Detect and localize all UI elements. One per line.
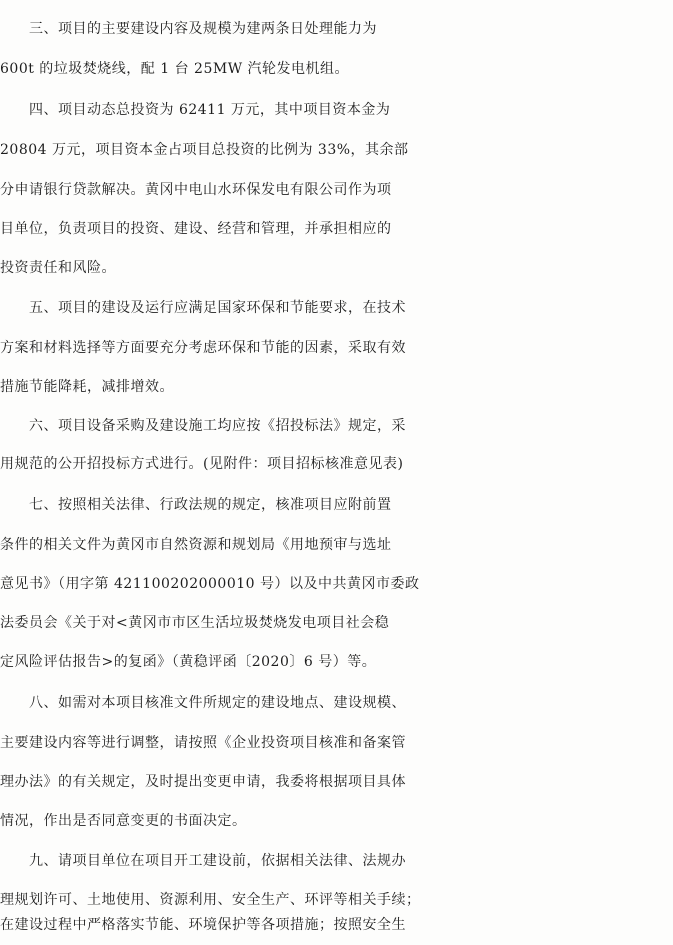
text-line: 措施节能降耗，减排增效。 bbox=[0, 379, 174, 395]
text-line: 条件的相关文件为黄冈市自然资源和规划局《用地预审与选址 bbox=[0, 537, 392, 553]
text-line: 分申请银行贷款解决。黄冈中电山水环保发电有限公司作为项 bbox=[0, 182, 392, 198]
text-line: 情况，作出是否同意变更的书面决定。 bbox=[0, 813, 247, 829]
text-line: 主要建设内容等进行调整，请按照《企业投资项目核准和备案管 bbox=[0, 735, 406, 751]
text-line: 方案和材料选择等方面要充分考虑环保和节能的因素，采取有效 bbox=[0, 340, 406, 356]
text-line: 理办法》的有关规定，及时提出变更申请，我委将根据项目具体 bbox=[0, 774, 406, 790]
text-line: 六、项目设备采购及建设施工均应按《招投标法》规定，采 bbox=[0, 418, 406, 434]
text-line: 九、请项目单位在项目开工建设前，依据相关法律、法规办 bbox=[0, 853, 406, 869]
text-line: 八、如需对本项目核准文件所规定的建设地点、建设规模、 bbox=[0, 695, 406, 711]
text-line: 目单位，负责项目的投资、建设、经营和管理，并承担相应的 bbox=[0, 221, 392, 237]
text-line: 600t 的垃圾焚烧线，配 1 台 25MW 汽轮发电机组。 bbox=[0, 61, 350, 77]
text-line: 20804 万元，项目资本金占项目总投资的比例为 33%，其余部 bbox=[0, 142, 409, 158]
text-line: 法委员会《关于对<黄冈市市区生活垃圾焚烧发电项目社会稳 bbox=[0, 615, 390, 631]
text-line: 七、按照相关法律、行政法规的规定，核准项目应附前置 bbox=[0, 497, 392, 513]
text-line: 投资责任和风险。 bbox=[0, 260, 116, 276]
text-line: 用规范的公开招投标方式进行。(见附件：项目招标核准意见表) bbox=[0, 456, 404, 472]
text-line: 在建设过程中严格落实节能、环境保护等各项措施；按照安全生 bbox=[0, 917, 406, 933]
text-line: 定风险评估报告>的复函》（黄稳评函〔2020〕6 号）等。 bbox=[0, 654, 377, 670]
text-line: 理规划许可、土地使用、资源利用、安全生产、环评等相关手续； bbox=[0, 892, 421, 908]
text-line: 意见书》（用字第 421100202000010 号）以及中共黄冈市委政 bbox=[0, 576, 420, 592]
text-line: 五、项目的建设及运行应满足国家环保和节能要求，在技术 bbox=[0, 300, 406, 316]
text-line: 四、项目动态总投资为 62411 万元，其中项目资本金为 bbox=[0, 102, 391, 118]
text-line: 三、项目的主要建设内容及规模为建两条日处理能力为 bbox=[0, 21, 377, 37]
